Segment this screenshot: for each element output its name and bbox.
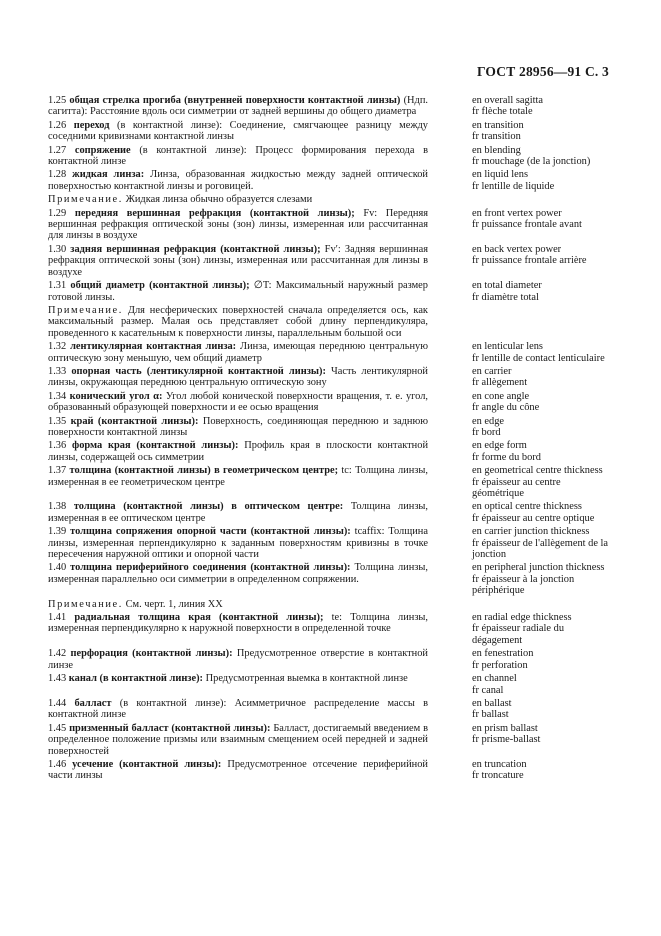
term-definition-block <box>48 440 428 463</box>
translation-fr: fr puissance frontale arrière <box>472 255 587 267</box>
term-definition-block <box>48 244 428 278</box>
translations <box>472 169 613 192</box>
translations <box>472 759 613 782</box>
translation-fr: fr troncature <box>472 770 524 782</box>
note-text: См. черт. 1, линия XX <box>122 598 223 610</box>
note-label: Примечание. <box>48 598 123 610</box>
term-number: 1.26 <box>48 119 67 131</box>
translation-fr: fr flèche totale <box>472 106 533 118</box>
term-definition: Балласт, достигаемый введением в определенное положение призмы или взаимным смещением осей передней и задней поверхностей <box>48 722 428 757</box>
translations <box>472 698 613 721</box>
term-entry <box>48 612 613 646</box>
translations <box>472 673 613 696</box>
term-definition: Предусмотренная выемка в контактной линзе <box>203 673 408 685</box>
term-name: задняя вершинная рефракция (контактной линзы); <box>70 243 321 255</box>
term-definition-block <box>48 145 428 168</box>
page-header: ГОСТ 28956—91 С. 3 <box>476 64 609 79</box>
translation-en: en geometrical centre thickness <box>472 465 603 477</box>
term-name: передняя вершинная рефракция (контактной линзы); <box>74 207 355 219</box>
term-number: 1.31 <box>48 280 67 292</box>
term-entry <box>48 562 613 596</box>
term-definition: Fv′: Задняя вершинная рефракция оптической зоны (зон) линзы, измеренная или рассчитанная для линзы в воздухе <box>48 243 428 278</box>
term-definition-block <box>48 120 428 143</box>
translation-en: en back vertex power <box>472 243 562 255</box>
term-definition: (в контактной линзе): Соединение, смягчающее разницу между соседними кривизнами контактной линзы <box>48 119 428 143</box>
term-number: 1.43 <box>48 673 67 685</box>
term-entry <box>48 120 613 143</box>
term-name: усечение (контактной линзы): <box>72 758 222 770</box>
translations <box>472 612 613 646</box>
translation-en: en blending <box>472 144 521 156</box>
term-number: 1.34 <box>48 390 67 402</box>
note-text: Для несферических поверхностей сначала определяется ось, как максимальный размер. Малая ось представляет собой длину перпендикуляра, проведенного к касательным к поверхности линзы, параллельным большой оси <box>48 304 428 339</box>
translations <box>472 391 613 414</box>
translation-en: en fenestration <box>472 648 534 660</box>
term-name: толщина периферийного соединения (контактной линзы): <box>70 562 351 574</box>
translation-en: en channel <box>472 673 517 685</box>
translation-fr: fr bord <box>472 426 501 438</box>
note-label: Примечание. <box>48 194 123 206</box>
term-definition: Угол любой конической поверхности вращения, т. е. угол, образованный образующей поверхности и ее осью вращения <box>48 390 429 414</box>
term-name: балласт <box>74 697 112 709</box>
note-block <box>48 599 428 610</box>
term-definition-block <box>48 416 428 439</box>
term-entry <box>48 244 613 278</box>
translation-en: en carrier junction thickness <box>472 526 590 538</box>
translation-en: en total diameter <box>472 280 542 292</box>
translation-fr: fr ballast <box>472 709 509 721</box>
translation-en: en cone angle <box>472 390 530 402</box>
term-number: 1.41 <box>48 612 67 624</box>
term-entry <box>48 145 613 168</box>
term-definition-block <box>48 501 428 524</box>
translation-fr: fr puissance frontale avant <box>472 219 582 231</box>
term-definition: (в контактной линзе): Процесс формирования перехода в контактной линзе <box>48 144 428 168</box>
term-entry <box>48 366 613 389</box>
term-definition-block <box>48 612 428 646</box>
term-definition: Линза, образованная жидкостью между задней оптической поверхностью контактной линзы и роговицей. <box>48 169 428 192</box>
term-definition-block <box>48 280 428 303</box>
translations <box>472 120 613 143</box>
translation-en: en optical centre thickness <box>472 501 582 513</box>
translation-fr: fr angle du cône <box>472 402 540 414</box>
translation-fr: fr épaisseur au centre optique <box>472 512 595 524</box>
term-number: 1.36 <box>48 440 67 452</box>
term-definition: Толщина линзы, измеренная в ее оптическом центре <box>48 501 428 524</box>
term-name: жидкая линза: <box>72 169 145 181</box>
term-definition-block <box>48 169 428 192</box>
term-number: 1.30 <box>48 243 67 255</box>
term-name: переход <box>73 119 110 131</box>
term-entry <box>48 440 613 463</box>
translations <box>472 440 613 463</box>
term-name: опорная часть (лентикулярной контактной линзы): <box>71 365 326 377</box>
translations <box>472 465 613 499</box>
translation-fr: fr canal <box>472 684 504 696</box>
translation-en: en ballast <box>472 697 512 709</box>
term-entry <box>48 526 613 560</box>
term-definition: Профиль края в плоскости контактной линзы, содержащей ось симметрии <box>48 440 429 463</box>
term-definition: Часть лентикулярной линзы, окружающая переднюю центральную оптическую зону <box>48 365 428 389</box>
translations <box>472 208 613 242</box>
term-entry <box>48 759 613 782</box>
term-number: 1.33 <box>48 365 67 377</box>
term-number: 1.32 <box>48 341 67 353</box>
term-entry <box>48 416 613 439</box>
term-name: край (контактной линзы): <box>70 415 199 427</box>
term-number: 1.37 <box>48 465 67 477</box>
translation-fr: fr épaisseur à la jonction périphérique <box>472 573 575 597</box>
term-number: 1.45 <box>48 722 67 734</box>
translations <box>472 95 613 118</box>
terms-list <box>48 95 613 784</box>
term-entry <box>48 208 613 242</box>
term-entry <box>48 465 613 499</box>
translation-en: en edge <box>472 415 505 427</box>
term-definition: (в контактной линзе): Асимметричное распределение массы в контактной линзе <box>48 697 428 721</box>
term-name: толщина (контактной линзы) в геометрическом центре; <box>69 465 339 477</box>
translation-en: en edge form <box>472 440 527 452</box>
term-definition: tcaffix: Толщина линзы, измеренная перпендикулярно к заданным поверхностям кривизны в точке пересечения наружной оптики и опорной части <box>48 526 428 561</box>
translation-fr: fr forme du bord <box>472 451 541 463</box>
term-number: 1.46 <box>48 758 67 770</box>
term-name: канал (в контактной линзе): <box>68 673 204 685</box>
term-name: толщина сопряжения опорной части (контактной линзы): <box>70 526 351 538</box>
term-definition-block <box>48 759 428 782</box>
term-number: 1.42 <box>48 648 67 660</box>
translation-en: en transition <box>472 119 524 131</box>
note-block <box>48 194 428 205</box>
translation-en: en prism ballast <box>472 722 538 734</box>
translation-fr: fr lentille de liquide <box>472 180 555 192</box>
term-definition-block <box>48 465 428 499</box>
term-name: форма края (контактной линзы): <box>72 440 239 452</box>
term-number: 1.35 <box>48 415 67 427</box>
term-number: 1.27 <box>48 144 67 156</box>
term-number: 1.29 <box>48 207 67 219</box>
translation-fr: fr lentille de contact lenticulaire <box>472 352 605 364</box>
term-definition-block <box>48 673 428 696</box>
term-definition-block <box>48 366 428 389</box>
note-label: Примечание. <box>48 304 123 316</box>
translations <box>472 280 613 303</box>
translation-fr: fr transition <box>472 131 521 143</box>
term-entry <box>48 280 613 303</box>
term-definition: Fv: Передняя вершинная рефракция оптической зоны (зон) линзы, измеренная или рассчитанная для линзы в воздухе <box>48 207 428 242</box>
term-definition-block <box>48 208 428 242</box>
term-entry <box>48 169 613 192</box>
term-definition-block <box>48 562 428 596</box>
translations <box>472 416 613 439</box>
translation-en: en carrier <box>472 365 512 377</box>
translations <box>472 244 613 278</box>
term-number: 1.28 <box>48 169 67 181</box>
translations <box>472 145 613 168</box>
term-name: толщина (контактной линзы) в оптическом центре: <box>73 501 344 513</box>
translation-fr: fr épaisseur au centre géométrique <box>472 476 561 499</box>
term-definition: (Ндп. сагитта): Расстояние вдоль оси симметрии от задней вершины до общего диаметра <box>48 95 428 118</box>
term-entry <box>48 341 613 364</box>
term-name: сопряжение <box>74 144 131 156</box>
translation-fr: fr diamètre total <box>472 291 539 303</box>
term-name: радиальная толщина края (контактной линзы); <box>74 612 324 624</box>
term-entry <box>48 501 613 524</box>
term-number: 1.25 <box>48 95 67 106</box>
translation-en: en radial edge thickness <box>472 612 572 624</box>
term-definition: tc: Толщина линзы, измеренная в ее геометрическом центре <box>48 465 428 488</box>
term-entry <box>48 648 613 671</box>
translations <box>472 526 613 560</box>
term-name: общая стрелка прогиба (внутренней поверхности контактной линзы) <box>69 95 401 106</box>
translation-en: en truncation <box>472 758 527 770</box>
term-definition: Линза, имеющая переднюю центральную оптическую зону меньшую, чем общий диаметр <box>48 341 429 364</box>
translations <box>472 648 613 671</box>
term-entry <box>48 673 613 696</box>
term-entry <box>48 698 613 721</box>
translations <box>472 501 613 524</box>
term-definition-block <box>48 391 428 414</box>
term-name: лентикулярная контактная линза: <box>70 341 237 353</box>
term-name: призменный балласт (контактной линзы): <box>69 722 271 734</box>
term-definition-block <box>48 526 428 560</box>
translation-fr: fr épaisseur de l'allègement de la jonction <box>472 537 609 561</box>
translation-fr: fr perforation <box>472 659 528 671</box>
translation-en: en overall sagitta <box>472 95 543 106</box>
translations <box>472 723 613 757</box>
translation-en: en front vertex power <box>472 207 562 219</box>
term-entry <box>48 95 613 118</box>
term-definition: ∅T: Максимальный наружный размер готовой линзы. <box>48 280 428 303</box>
translation-en: en peripheral junction thickness <box>472 562 605 574</box>
term-definition: Толщина линзы, измеренная параллельно оси симметрии в определенном сопряжении. <box>48 562 428 585</box>
term-definition: Предусмотренное отсечение периферийной части линзы <box>48 758 428 782</box>
translation-fr: fr épaisseur radiale du dégagement <box>472 623 565 646</box>
translation-en: en lenticular lens <box>472 341 543 353</box>
term-definition: Предусмотренное отверстие в контактной линзе <box>48 648 428 671</box>
term-definition: Поверхность, соединяющая переднюю и заднюю поверхности контактной линзы <box>48 415 428 438</box>
translation-en: en liquid lens <box>472 169 528 181</box>
term-name: конический угол α: <box>69 390 163 402</box>
term-definition: te: Толщина линзы, измеренная перпендикулярно к наружной поверхности в определенной точке <box>48 612 428 635</box>
translation-fr: fr allègement <box>472 377 528 389</box>
term-definition-block <box>48 648 428 671</box>
term-number: 1.44 <box>48 697 67 709</box>
translations <box>472 366 613 389</box>
term-entry <box>48 723 613 757</box>
translation-fr: fr prisme-ballast <box>472 734 541 746</box>
term-number: 1.39 <box>48 526 67 538</box>
term-entry <box>48 391 613 414</box>
term-definition-block <box>48 341 428 364</box>
note-text: Жидкая линза обычно образуется слезами <box>122 194 313 206</box>
translation-fr: fr mouchage (de la jonction) <box>472 156 591 168</box>
term-definition-block <box>48 698 428 721</box>
term-definition-block <box>48 95 428 118</box>
translations <box>472 562 613 596</box>
note-block <box>48 305 428 339</box>
term-definition-block <box>48 723 428 757</box>
term-name: общий диаметр (контактной линзы); <box>70 280 250 292</box>
translations <box>472 341 613 364</box>
term-name: перфорация (контактной линзы): <box>70 648 233 660</box>
term-number: 1.38 <box>48 501 67 513</box>
term-number: 1.40 <box>48 562 67 574</box>
